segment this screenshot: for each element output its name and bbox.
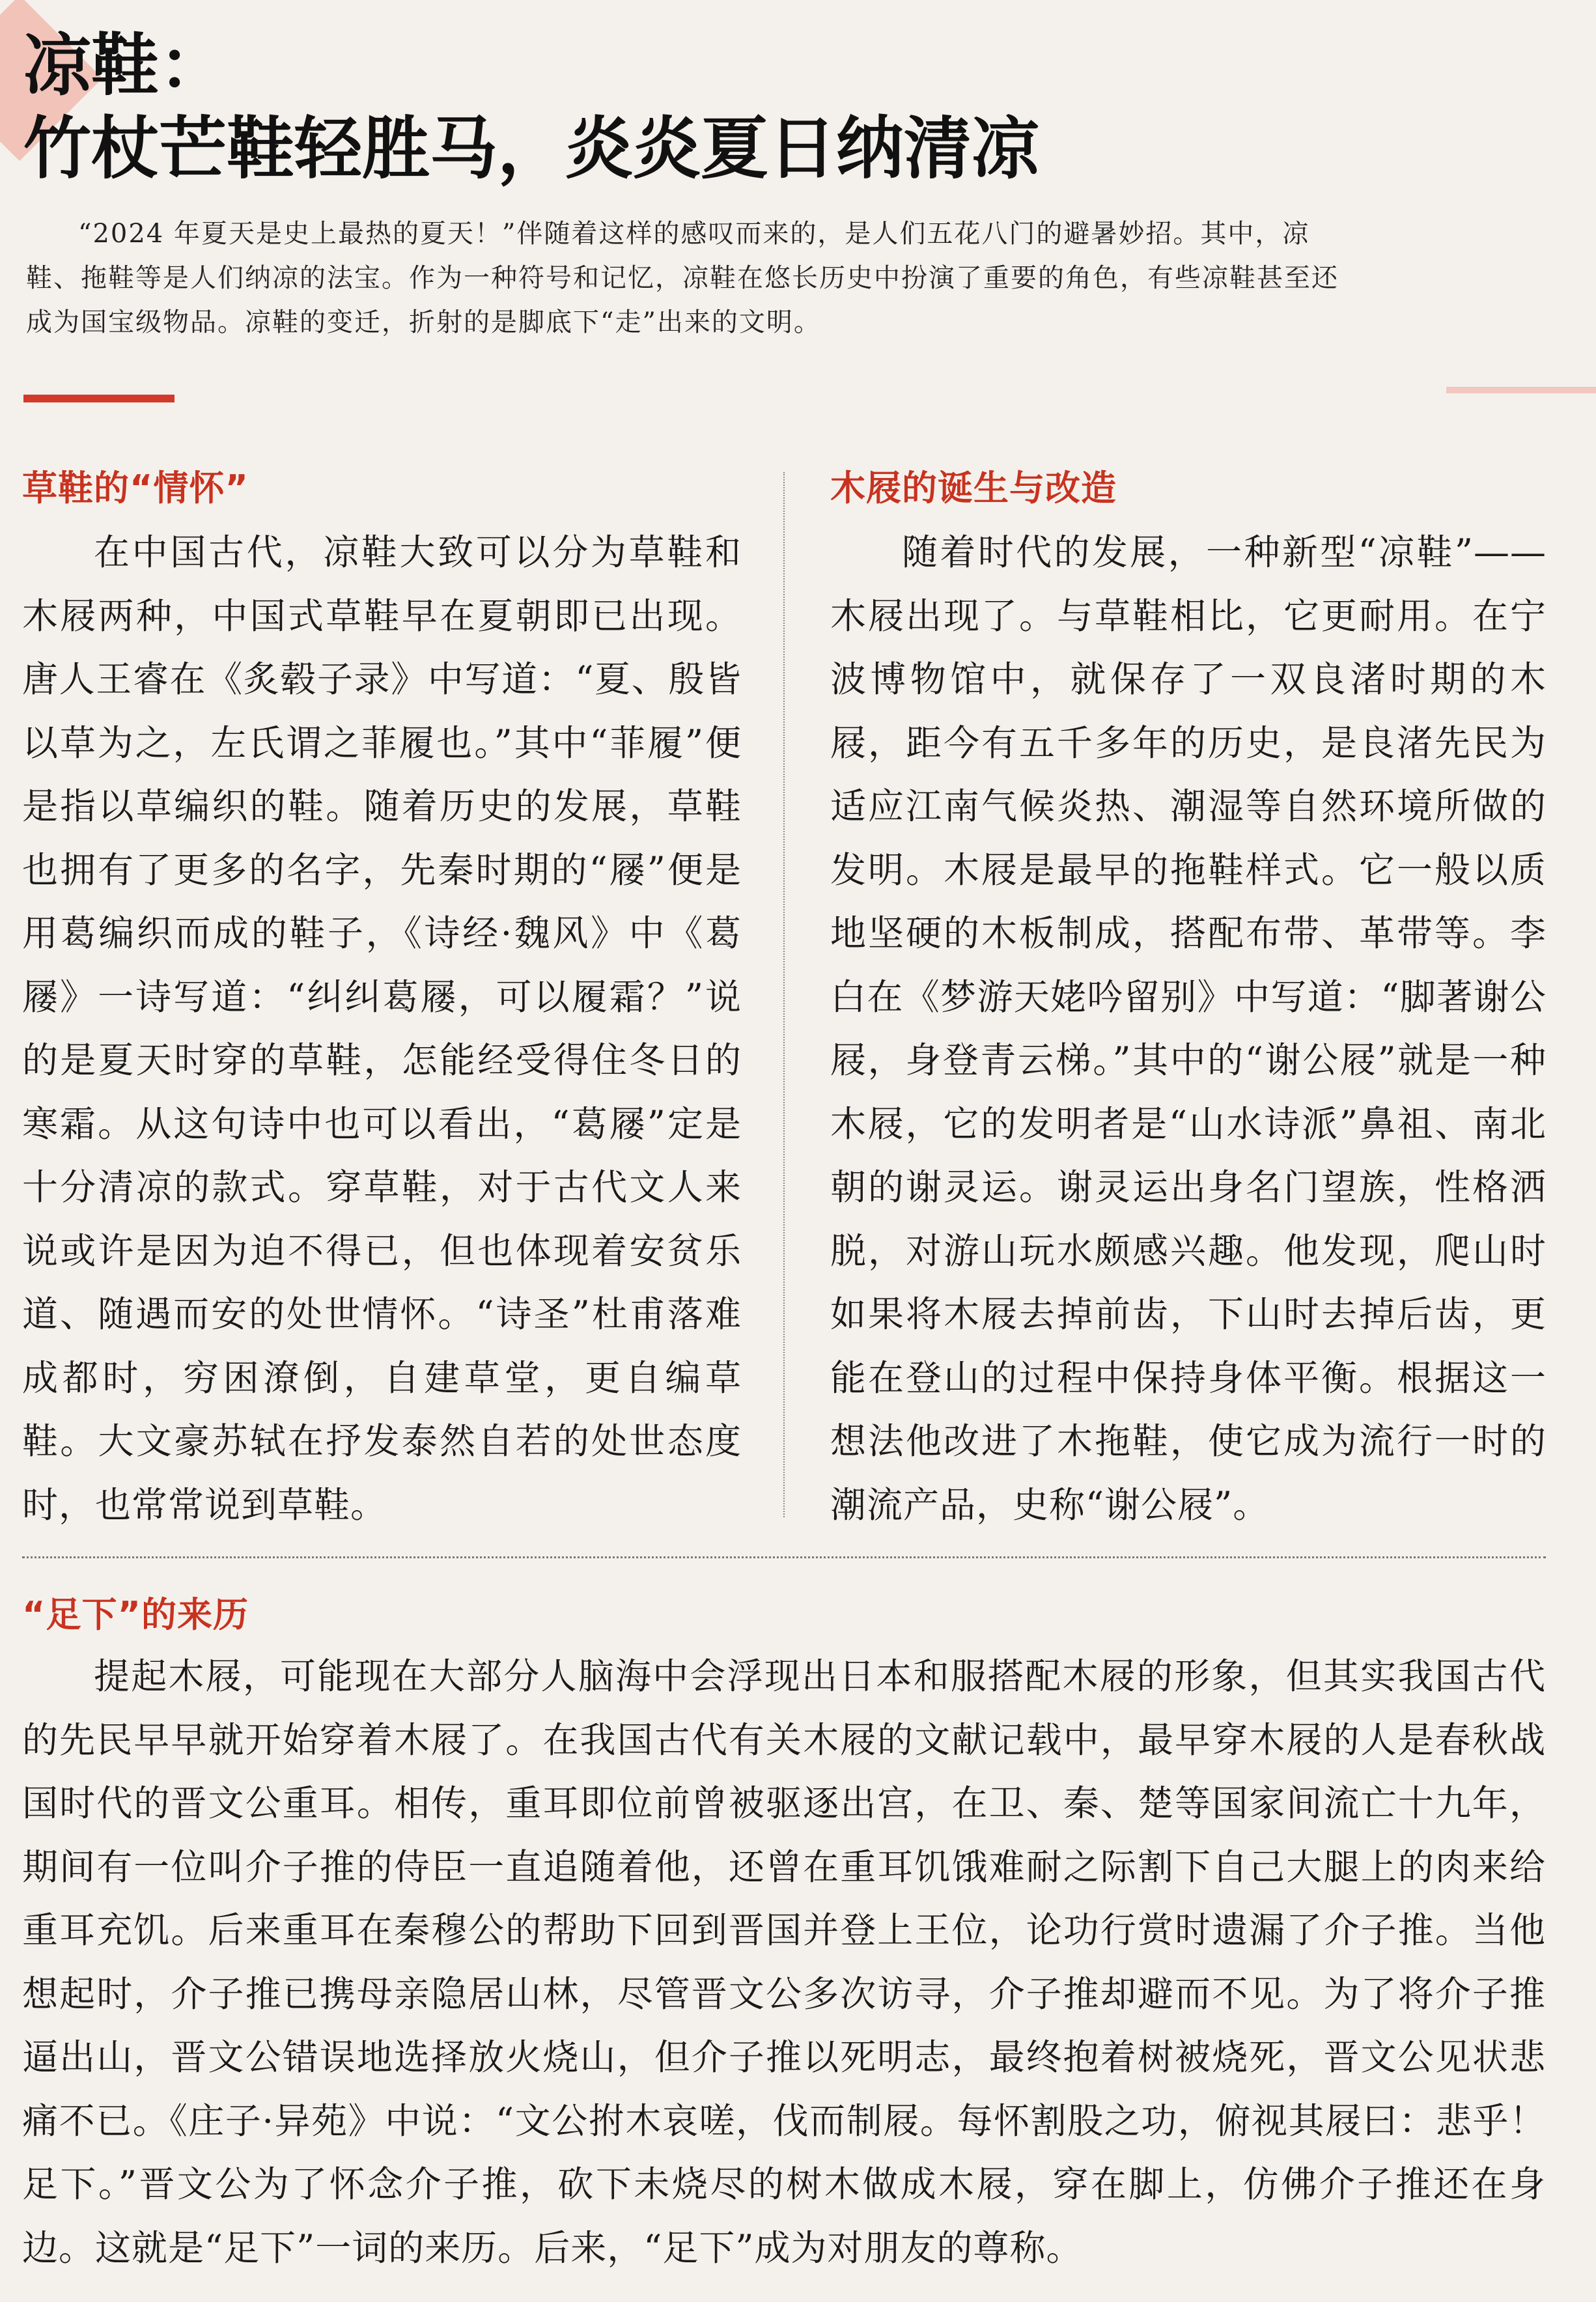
column-divider [783, 472, 785, 1517]
section-body-wooden-clogs: 随着时代的发展，一种新型“凉鞋”——木屐出现了。与草鞋相比，它更耐用。在宁波博物馆中，就保存了一双良渚时期的木屐，距今有五千多年的历史，是良渚先民为适应江南气候炎热、潮湿等自然环境所做的发明。木屐是最早的拖鞋样式。它一般以质地坚硬的木板制成，搭配布带、革带等。李白在《梦游天姥吟留别》中写道：“脚著谢公屐，身登青云梯。”其中的“谢公屐”就是一种木屐，它的发明者是“山水诗派”鼻祖、南北朝的谢灵运。谢灵运出身名门望族，性格洒脱，对游山玩水颇感兴趣。他发现，爬山时如果将木屐去掉前齿，下山时去掉后齿，更能在登山的过程中保持身体平衡。根据这一想法他改进了木拖鞋，使它成为流行一时的潮流产品，史称“谢公屐”。 [830, 531, 1547, 1526]
article-title-line1: 凉鞋： [23, 25, 227, 105]
section-body-zuxia-origin: 提起木屐，可能现在大部分人脑海中会浮现出日本和服搭配木屐的形象，但其实我国古代的先民早早就开始穿着木屐了。在我国古代有关木屐的文献记载中，最早穿木屐的人是春秋战国时代的晋文公重耳。相传，重耳即位前曾被驱逐出宫，在卫、秦、楚等国家间流亡十九年，期间有一位叫介子推的侍臣一直追随着他，还曾在重耳饥饿难耐之际割下自己大腿上的肉来给重耳充饥。后来重耳在秦穆公的帮助下回到晋国并登上王位，论功行赏时遗漏了介子推。当他想起时，介子推已携母亲隐居山林，尽管晋文公多次访寻，介子推却避而不见。为了将介子推逼出山，晋文公错误地选择放火烧山，但介子推以死明志，最终抱着树被烧死，晋文公见状悲痛不已。《庄子·异苑》中说：“文公拊木哀嗟，伐而制屐。每怀割股之功，俯视其屐曰：悲乎！足下。”晋文公为了怀念介子推，砍下未烧尽的树木做成木屐，穿在脚上，仿佛介子推还在身边。这就是“足下”一词的来历。后来，“足下”成为对朋友的尊称。 [22, 1655, 1546, 2269]
horizontal-divider [22, 1556, 1546, 1558]
section-body-straw-sandals: 在中国古代，凉鞋大致可以分为草鞋和木屐两种，中国式草鞋早在夏朝即已出现。唐人王睿在《炙毂子录》中写道：“夏、殷皆以草为之，左氏谓之菲履也。”其中“菲履”便是指以草编织的鞋。随着历史的发展，草鞋也拥有了更多的名字，先秦时期的“屦”便是用葛编织而成的鞋子，《诗经·魏风》中《葛屦》一诗写道：“纠纠葛屦，可以履霜？”说的是夏天时穿的草鞋，怎能经受得住冬日的寒霜。从这句诗中也可以看出，“葛屦”定是十分清凉的款式。穿草鞋，对于古代文人来说或许是因为迫不得已，但也体现着安贫乐道、随遇而安的处世情怀。“诗圣”杜甫落难成都时，穷困潦倒，自建草堂，更自编草鞋。大文豪苏轼在抒发泰然自若的处世态度时，也常常说到草鞋。 [22, 531, 742, 1526]
article-title-line2: 竹杖芒鞋轻胜马，炎炎夏日纳清凉 [23, 109, 1040, 188]
title-block [23, 26, 1573, 193]
red-accent-bar [23, 395, 175, 402]
faded-accent-bar [1446, 387, 1596, 393]
section-heading-straw-sandals: 草鞋的“情怀” [22, 468, 249, 509]
section-straw-sandals [22, 462, 742, 1537]
intro-text: “2024 年夏天是史上最热的夏天！”伴随着这样的感叹而来的，是人们五花八门的避暑妙招。其中，凉鞋、拖鞋等是人们纳凉的法宝。作为一种符号和记忆，凉鞋在悠长历史中扮演了重要的角色，有些凉鞋甚至还成为国宝级物品。凉鞋的变迁，折射的是脚底下“走”出来的文明。 [26, 219, 1339, 337]
section-heading-zuxia-origin: “足下”的来历 [22, 1594, 249, 1635]
section-zuxia-origin [22, 1589, 1546, 2280]
section-heading-wooden-clogs: 木屐的诞生与改造 [830, 468, 1117, 509]
article-intro [26, 212, 1341, 344]
section-wooden-clogs [830, 462, 1547, 1537]
